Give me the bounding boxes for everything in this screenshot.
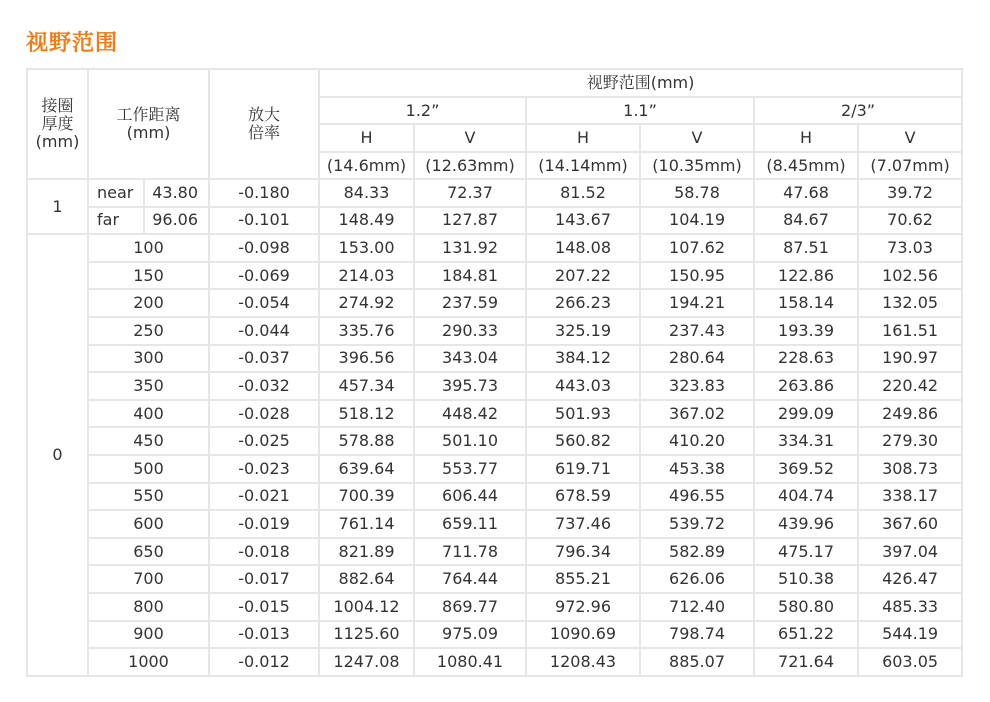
fov-value-cell: 544.19 [858,621,962,649]
table-row [27,207,962,235]
header-v-size: (12.63mm) [414,152,526,179]
fov-value-cell: 325.19 [526,317,640,345]
fov-value-cell: 426.47 [858,565,962,593]
working-distance-cell: 300 [88,345,209,373]
fov-value-cell: 58.78 [640,179,754,207]
magnification-cell: -0.019 [209,510,319,538]
header-magnification [209,69,319,179]
magnification-cell: -0.017 [209,565,319,593]
table-row [27,565,962,593]
header-v-size: (7.07mm) [858,152,962,179]
table-row [27,179,962,207]
fov-value-cell: 73.03 [858,234,962,262]
fov-value-cell: 882.64 [319,565,414,593]
fov-value-cell: 338.17 [858,483,962,511]
magnification-cell: -0.098 [209,234,319,262]
working-distance-cell: 900 [88,621,209,649]
ring-thickness-cell: 0 [27,234,88,676]
header-fov: 视野范围(mm) [319,69,962,97]
fov-value-cell: 580.80 [754,593,858,621]
page-title: 视野范围 [26,31,119,56]
ring-thickness-cell: 1 [27,179,88,234]
fov-value-cell: 274.92 [319,289,414,317]
fov-value-cell: 84.33 [319,179,414,207]
fov-value-cell: 161.51 [858,317,962,345]
fov-value-cell: 501.10 [414,427,526,455]
fov-value-cell: 280.64 [640,345,754,373]
fov-value-cell: 158.14 [754,289,858,317]
fov-value-cell: 626.06 [640,565,754,593]
fov-value-cell: 1208.43 [526,648,640,676]
table-row [27,262,962,290]
fov-value-cell: 127.87 [414,207,526,235]
fov-value-cell: 143.67 [526,207,640,235]
fov-value-cell: 237.43 [640,317,754,345]
table-row [27,400,962,428]
fov-value-cell: 263.86 [754,372,858,400]
table-row [27,345,962,373]
fov-value-cell: 560.82 [526,427,640,455]
header-h-size: (8.45mm) [754,152,858,179]
working-distance-cell: 600 [88,510,209,538]
header-ring-line: (mm) [35,132,80,151]
magnification-cell: -0.028 [209,400,319,428]
working-distance-cell: 700 [88,565,209,593]
fov-value-cell: 384.12 [526,345,640,373]
working-distance-cell: 250 [88,317,209,345]
fov-value-cell: 39.72 [858,179,962,207]
fov-value-cell: 510.38 [754,565,858,593]
working-distance-cell: 650 [88,538,209,566]
distance-label-cell: near [88,179,144,207]
fov-value-cell: 539.72 [640,510,754,538]
fov-value-cell: 737.46 [526,510,640,538]
header-v: V [414,124,526,152]
fov-value-cell: 501.93 [526,400,640,428]
fov-value-cell: 485.33 [858,593,962,621]
fov-value-cell: 761.14 [319,510,414,538]
fov-value-cell: 367.60 [858,510,962,538]
fov-value-cell: 266.23 [526,289,640,317]
header-h: H [319,124,414,152]
magnification-cell: -0.101 [209,207,319,235]
fov-value-cell: 150.95 [640,262,754,290]
fov-value-cell: 582.89 [640,538,754,566]
table-row [27,593,962,621]
table-row [27,483,962,511]
working-distance-cell: 350 [88,372,209,400]
fov-value-cell: 194.21 [640,289,754,317]
fov-value-cell: 453.38 [640,455,754,483]
fov-value-cell: 87.51 [754,234,858,262]
fov-value-cell: 323.83 [640,372,754,400]
magnification-cell: -0.013 [209,621,319,649]
fov-value-cell: 104.19 [640,207,754,235]
fov-value-cell: 81.52 [526,179,640,207]
working-distance-cell: 150 [88,262,209,290]
header-mag-line: 倍率 [248,123,281,142]
header-ring-thickness [27,69,88,179]
fov-value-cell: 290.33 [414,317,526,345]
fov-table [26,68,963,677]
fov-value-cell: 651.22 [754,621,858,649]
fov-value-cell: 972.96 [526,593,640,621]
fov-value-cell: 603.05 [858,648,962,676]
working-distance-cell: 500 [88,455,209,483]
magnification-cell: -0.023 [209,455,319,483]
header-sensor-1-2: 1.2” [319,97,526,124]
table-row [27,455,962,483]
fov-value-cell: 553.77 [414,455,526,483]
fov-value-cell: 721.64 [754,648,858,676]
working-distance-cell: 800 [88,593,209,621]
working-distance-cell: 200 [88,289,209,317]
table-row [27,538,962,566]
fov-value-cell: 299.09 [754,400,858,428]
fov-value-cell: 72.37 [414,179,526,207]
magnification-cell: -0.015 [209,593,319,621]
table-row [27,289,962,317]
working-distance-cell: 96.06 [144,207,209,235]
working-distance-cell: 43.80 [144,179,209,207]
fov-value-cell: 335.76 [319,317,414,345]
header-sensor-2-3: 2/3” [754,97,962,124]
fov-value-cell: 457.34 [319,372,414,400]
fov-value-cell: 102.56 [858,262,962,290]
working-distance-cell: 1000 [88,648,209,676]
fov-value-cell: 885.07 [640,648,754,676]
header-h: H [526,124,640,152]
fov-value-cell: 131.92 [414,234,526,262]
working-distance-cell: 450 [88,427,209,455]
magnification-cell: -0.021 [209,483,319,511]
working-distance-cell: 400 [88,400,209,428]
magnification-cell: -0.044 [209,317,319,345]
fov-value-cell: 193.39 [754,317,858,345]
fov-value-cell: 153.00 [319,234,414,262]
header-mag-line: 放大 [248,105,281,124]
fov-value-cell: 334.31 [754,427,858,455]
fov-value-cell: 397.04 [858,538,962,566]
fov-value-cell: 1125.60 [319,621,414,649]
magnification-cell: -0.012 [209,648,319,676]
header-wd-line: 工作距离 [116,105,181,124]
fov-value-cell: 122.86 [754,262,858,290]
fov-value-cell: 711.78 [414,538,526,566]
fov-value-cell: 443.03 [526,372,640,400]
magnification-cell: -0.032 [209,372,319,400]
header-ring-line: 厚度 [41,114,74,133]
fov-value-cell: 1247.08 [319,648,414,676]
fov-value-cell: 308.73 [858,455,962,483]
fov-value-cell: 410.20 [640,427,754,455]
header-v: V [858,124,962,152]
fov-value-cell: 496.55 [640,483,754,511]
fov-value-cell: 343.04 [414,345,526,373]
fov-value-cell: 448.42 [414,400,526,428]
fov-value-cell: 279.30 [858,427,962,455]
fov-value-cell: 678.59 [526,483,640,511]
fov-value-cell: 1090.69 [526,621,640,649]
table-row [27,510,962,538]
header-v-size: (10.35mm) [640,152,754,179]
header-h: H [754,124,858,152]
fov-value-cell: 798.74 [640,621,754,649]
header-h-size: (14.14mm) [526,152,640,179]
fov-value-cell: 132.05 [858,289,962,317]
magnification-cell: -0.180 [209,179,319,207]
working-distance-cell: 100 [88,234,209,262]
fov-value-cell: 184.81 [414,262,526,290]
magnification-cell: -0.054 [209,289,319,317]
fov-value-cell: 439.96 [754,510,858,538]
header-working-distance [88,69,209,179]
table-row [27,648,962,676]
fov-value-cell: 700.39 [319,483,414,511]
fov-value-cell: 869.77 [414,593,526,621]
header-sensor-1-1: 1.1” [526,97,754,124]
fov-value-cell: 404.74 [754,483,858,511]
fov-value-cell: 619.71 [526,455,640,483]
header-wd-line: (mm) [126,123,171,142]
fov-value-cell: 220.42 [858,372,962,400]
fov-value-cell: 369.52 [754,455,858,483]
table-row [27,427,962,455]
fov-value-cell: 148.08 [526,234,640,262]
fov-value-cell: 975.09 [414,621,526,649]
fov-value-cell: 84.67 [754,207,858,235]
fov-value-cell: 659.11 [414,510,526,538]
fov-value-cell: 821.89 [319,538,414,566]
fov-value-cell: 107.62 [640,234,754,262]
working-distance-cell: 550 [88,483,209,511]
fov-value-cell: 606.44 [414,483,526,511]
fov-value-cell: 1080.41 [414,648,526,676]
fov-value-cell: 475.17 [754,538,858,566]
magnification-cell: -0.037 [209,345,319,373]
fov-value-cell: 228.63 [754,345,858,373]
fov-value-cell: 396.56 [319,345,414,373]
fov-value-cell: 855.21 [526,565,640,593]
fov-value-cell: 367.02 [640,400,754,428]
fov-value-cell: 578.88 [319,427,414,455]
table-row [27,234,962,262]
fov-value-cell: 395.73 [414,372,526,400]
header-h-size: (14.6mm) [319,152,414,179]
distance-label-cell: far [88,207,144,235]
fov-value-cell: 190.97 [858,345,962,373]
fov-value-cell: 148.49 [319,207,414,235]
fov-value-cell: 796.34 [526,538,640,566]
magnification-cell: -0.069 [209,262,319,290]
fov-value-cell: 249.86 [858,400,962,428]
fov-value-cell: 214.03 [319,262,414,290]
fov-value-cell: 70.62 [858,207,962,235]
fov-value-cell: 639.64 [319,455,414,483]
fov-value-cell: 518.12 [319,400,414,428]
fov-value-cell: 764.44 [414,565,526,593]
fov-value-cell: 1004.12 [319,593,414,621]
table-row [27,621,962,649]
header-ring-line: 接圈 [41,96,74,115]
fov-value-cell: 207.22 [526,262,640,290]
table-row [27,317,962,345]
fov-value-cell: 237.59 [414,289,526,317]
magnification-cell: -0.025 [209,427,319,455]
table-row [27,372,962,400]
header-v: V [640,124,754,152]
fov-value-cell: 712.40 [640,593,754,621]
fov-value-cell: 47.68 [754,179,858,207]
magnification-cell: -0.018 [209,538,319,566]
